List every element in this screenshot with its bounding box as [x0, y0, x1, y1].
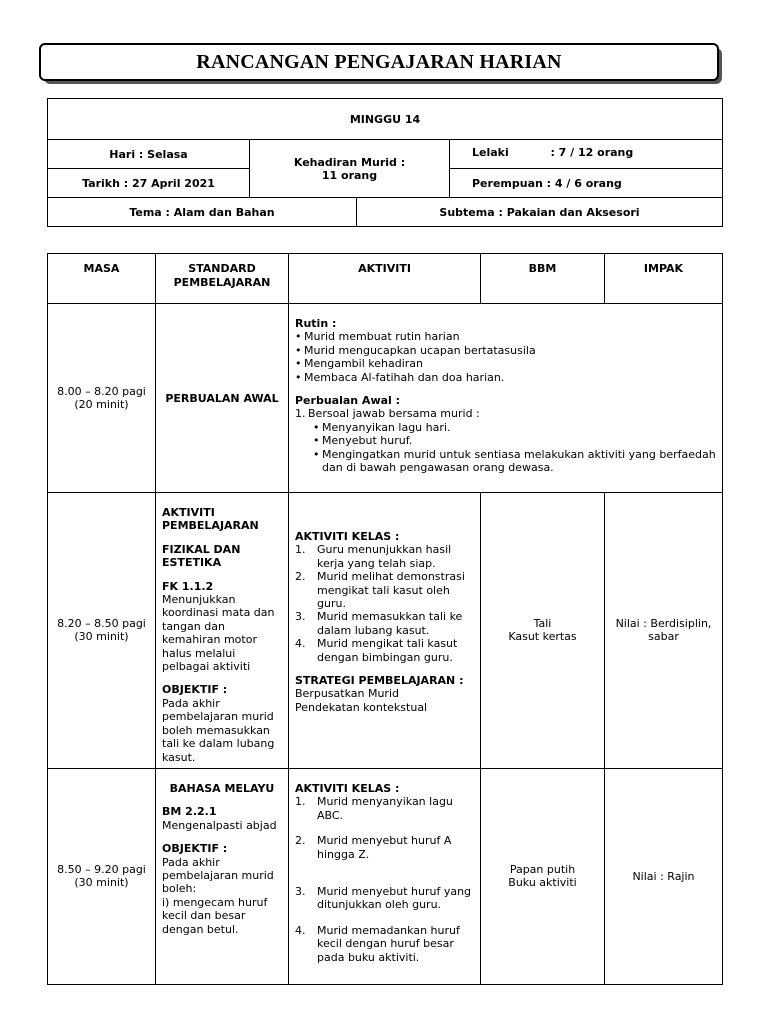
header-standard: STANDARD PEMBELAJARAN — [156, 254, 289, 304]
standard-cell — [156, 304, 289, 493]
impact-text: Nilai : Rajin — [632, 869, 695, 883]
bbm-item: Kasut kertas — [508, 630, 577, 644]
list-number: 1. — [295, 407, 306, 421]
week-label: MINGGU 14 — [349, 112, 421, 126]
header-masa: MASA — [48, 254, 156, 304]
time-cell — [48, 304, 156, 493]
list-item: • Murid mengucapkan ucapan bertatasusila — [295, 344, 716, 357]
activity-cell — [289, 493, 481, 769]
bbm-item: Tali — [533, 617, 552, 631]
bbm-item: Buku aktiviti — [508, 876, 577, 890]
male-label: Lelaki — [472, 146, 509, 159]
class-activity-list — [295, 543, 474, 664]
objective-title: OBJEKTIF : — [162, 842, 228, 856]
header-row — [48, 254, 723, 304]
date-cell — [48, 169, 250, 198]
list-item: 4. Murid memadankan huruf kecil dengan huruf besar pada buku aktiviti. — [295, 923, 460, 964]
header-bbm: BBM — [481, 254, 605, 304]
lesson-table — [47, 253, 723, 985]
list-item: 1. Murid menyanyikan lagu ABC. — [295, 795, 453, 822]
female-label: Perempuan : 4 / 6 orang — [472, 176, 622, 190]
duration: (20 minit) — [74, 398, 129, 411]
bbm-cell — [481, 493, 605, 769]
strategy-title: STRATEGI PEMBELAJARAN : — [295, 674, 464, 688]
class-activity-list — [295, 795, 474, 964]
standard-description: Mengenalpasti abjad — [162, 818, 277, 832]
header-impak: IMPAK — [605, 254, 723, 304]
list-item: • Menyanyikan lagu hari. — [313, 421, 716, 434]
time-range: 8.00 – 8.20 pagi — [57, 385, 146, 398]
impact-cell — [605, 768, 723, 984]
male-value: : 7 / 12 orang — [550, 146, 634, 159]
activity-cell — [289, 768, 481, 984]
info-table — [47, 98, 723, 227]
female-cell — [450, 169, 723, 198]
attendance-cell — [250, 140, 450, 198]
table-row — [48, 304, 723, 493]
standard-title: PERBUALAN AWAL — [165, 391, 279, 405]
list-item: 3. Murid memasukkan tali ke dalam lubang kasut. — [295, 610, 463, 637]
time-cell — [48, 493, 156, 769]
impact-text: Nilai : Berdisiplin, sabar — [615, 617, 712, 644]
standard-code: BM 2.2.1 — [162, 805, 217, 819]
table-row — [48, 768, 723, 984]
list-item: • Menyebut huruf. — [313, 434, 716, 447]
time-range: 8.20 – 8.50 pagi — [57, 617, 146, 631]
opening-talk-sublist — [295, 421, 716, 475]
objective-text: Pada akhir pembelajaran murid boleh memasukkan tali ke dalam lubang kasut. — [162, 696, 275, 764]
objective-text: Pada akhir pembelajaran murid boleh: — [162, 855, 274, 896]
theme-label: Tema : Alam dan Bahan — [129, 205, 275, 219]
duration: (30 minit) — [74, 630, 129, 644]
routine-list — [295, 330, 716, 384]
class-activity-title: AKTIVITI KELAS : — [295, 530, 400, 543]
list-item: • Membaca Al-fatihah dan doa harian. — [295, 371, 716, 384]
header-aktiviti: AKTIVITI — [289, 254, 481, 304]
routine-title: Rutin : — [295, 317, 337, 330]
list-item: • Mengingatkan murid untuk sentiasa melakukan aktiviti yang berfaedah dan di bawah pengawasan orang dewasa. — [313, 448, 716, 475]
list-item: 4. Murid mengikat tali kasut dengan bimbingan guru. — [295, 637, 458, 664]
duration: (30 minit) — [74, 876, 129, 890]
objective-text: i) mengecam huruf kecil dan besar dengan betul. — [162, 895, 268, 936]
date-label: Tarikh : 27 April 2021 — [82, 176, 215, 190]
standard-cell — [156, 493, 289, 769]
day-label: Hari : Selasa — [109, 147, 188, 161]
opening-talk-title: Perbualan Awal : — [295, 394, 401, 408]
list-item: 1. Guru menunjukkan hasil kerja yang telah siap. — [295, 543, 452, 570]
title-box — [39, 43, 719, 81]
standard-code: FK 1.1.2 — [162, 579, 214, 593]
day-cell — [48, 140, 250, 169]
bbm-cell — [481, 768, 605, 984]
standard-cell — [156, 768, 289, 984]
list-item: 3. Murid menyebut huruf yang ditunjukkan oleh guru. — [295, 884, 472, 912]
opening-talk-item: Bersoal jawab bersama murid : — [308, 407, 480, 421]
objective-title: OBJEKTIF : — [162, 683, 228, 697]
strategy-item: Berpusatkan Murid — [295, 687, 399, 701]
subtheme-label: Subtema : Pakaian dan Aksesori — [439, 205, 640, 219]
strategy-item: Pendekatan kontekstual — [295, 700, 428, 714]
standard-subject: FIZIKAL DAN ESTETIKA — [162, 542, 241, 570]
male-cell — [450, 140, 723, 169]
page-title: RANCANGAN PENGAJARAN HARIAN — [196, 50, 562, 73]
activity-cell — [289, 304, 723, 493]
attendance-value: 11 orang — [321, 168, 378, 182]
theme-cell — [48, 198, 357, 227]
bbm-item: Papan putih — [509, 863, 576, 877]
standard-subject: BAHASA MELAYU — [169, 781, 275, 795]
impact-cell — [605, 493, 723, 769]
week-cell — [48, 99, 723, 140]
list-item: • Murid membuat rutin harian — [295, 330, 716, 343]
subtheme-cell — [357, 198, 723, 227]
list-item: 2. Murid menyebut huruf A hingga Z. — [295, 834, 452, 861]
time-cell — [48, 768, 156, 984]
attendance-label: Kehadiran Murid : — [293, 155, 406, 169]
standard-description: Menunjukkan koordinasi mata dan tangan dan kemahiran motor halus melalui pelbagai aktiviti — [162, 593, 275, 674]
time-range: 8.50 – 9.20 pagi — [57, 863, 146, 877]
list-item: • Mengambil kehadiran — [295, 357, 716, 370]
class-activity-title: AKTIVITI KELAS : — [295, 781, 400, 795]
list-item: 2. Murid melihat demonstrasi mengikat tali kasut oleh guru. — [295, 570, 465, 611]
standard-heading: AKTIVITI PEMBELAJARAN — [162, 506, 259, 533]
table-row — [48, 493, 723, 769]
